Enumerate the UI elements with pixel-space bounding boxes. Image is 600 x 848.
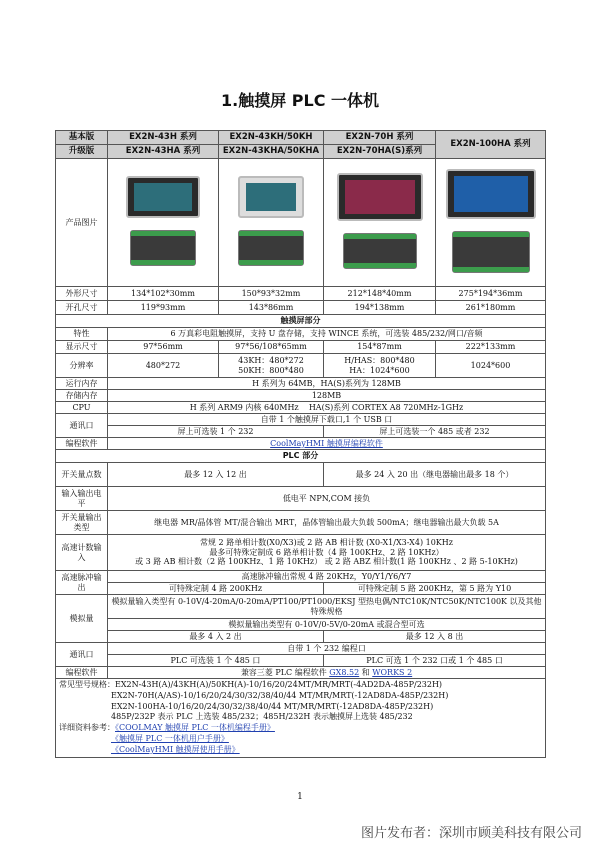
io-label: 开关量点数 [56,463,108,487]
cut-size-c1: 119*93mm [108,301,219,315]
col2-basic: EX2N-43KH/50KH [219,131,324,145]
hmi-front-image [337,173,423,221]
res-c2: 43KH：480*272 50KH：800*480 [219,354,324,378]
in-label: 输入输出电平 [56,487,108,511]
hsc-value: 常规 2 路单相计数(X0/X3)或 2 路 AB 相计数 (X0-X1/X3-X4) 10KHz 最多可特殊定制成 6 路单相计数（4 路 100KHz、2 路 10KHz） 或 3 路 AB 相计数（2 路 100KHz、1 路 10KHz） 或 2 路 ABZ 相计数(1 路 100KHz 、2 路 5-10KHz) [108,535,546,571]
spec-table [55,130,546,758]
ana-label: 模拟量 [56,595,108,643]
ana-in: 模拟量输入类型有 0-10V/4-20mA/0-20mA/PT100/PT1000/EKSJ 型热电偶/NTC10K/NTC50K/NTC100K 以及其他特殊规格 [108,595,546,619]
res-c3: H/HAS：800*480 HA：1024*600 [324,354,436,378]
model-note: 485P/232P 表示 PLC 上选装 485/232；485H/232H 表示触摸屏上选装 485/232 [111,712,413,722]
io-left: 最多 12 入 12 出 [108,463,324,487]
model-line: EX2N-100HA-10/16/20/24/30/32/38/40/44 MT/MR/MRT(-12AD8DA-485P/232H) [111,701,434,711]
psw-label: 编程软件 [56,667,108,679]
hsc-label: 高速计数输入 [56,535,108,571]
rom-value: 128MB [108,390,546,402]
photo-label: 产品图片 [56,159,108,287]
ram-label: 运行内存 [56,378,108,390]
outer-size-c4: 275*194*36mm [436,287,546,301]
pcomm-all: 自带 1 个 232 编程口 [108,643,546,655]
disp-c3: 154*87mm [324,341,436,354]
ref-label: 详细资料参考： [59,723,115,733]
hmi-back-image [238,230,304,266]
rom-label: 存储内存 [56,390,108,402]
psw-value: 兼容三菱 PLC 编程软件 GX8.52 和 WORKS 2 [108,667,546,679]
photo-col4 [436,159,546,287]
hmi-back-image [343,233,417,269]
section-plc: PLC 部分 [56,450,546,463]
comm-right: 屏上可选装一个 485 或者 232 [324,426,546,438]
sw-cell [108,438,546,450]
model-line: EX2N-43H(A)/43KH(A)/50KH(A)-10/16/20/24MT/MR/MRT(-4AD2DA-485P/232H) [115,680,443,689]
cut-size-c3: 194*138mm [324,301,436,315]
works-software-link[interactable]: WORKS 2 [372,667,413,677]
res-label: 分辨率 [56,354,108,378]
hsp-all: 高速脉冲输出常规 4 路 20KHz，Y0/Y1/Y6/Y7 [108,571,546,583]
col1-upgrade: EX2N-43HA 系列 [108,145,219,159]
cpu-label: CPU [56,402,108,414]
hsp-right: 可特殊定制 5 路 200KHz，第 5 路为 Y10 [324,583,546,595]
res-c1: 480*272 [108,354,219,378]
sw-label: 编程软件 [56,438,108,450]
hmi-front-image [446,169,536,219]
hmi-back-image [452,231,530,273]
photo-col1 [108,159,219,287]
hmi-software-link[interactable]: CoolMayHMI 触摸屏编程软件 [270,438,383,448]
page-title: 1.触摸屏 PLC 一体机 [220,91,380,110]
ref-hmi-manual-link[interactable]: 《CoolMayHMI 触摸屏使用手册》 [111,744,240,754]
models-label: 常见型号规格： [59,680,115,689]
photo-col3 [324,159,436,287]
hsp-left: 可特殊定制 4 路 200KHz [108,583,324,595]
disp-c4: 222*133mm [436,341,546,354]
out-label: 开关量输出类型 [56,511,108,535]
disp-c1: 97*56mm [108,341,219,354]
res-c4: 1024*600 [436,354,546,378]
disp-c2: 97*56/108*65mm [219,341,324,354]
outer-size-c3: 212*148*40mm [324,287,436,301]
cut-size-label: 开孔尺寸 [56,301,108,315]
comm-left: 屏上可选装 1 个 232 [108,426,324,438]
label-upgrade: 升级版 [56,145,108,159]
gx-software-link[interactable]: GX8.52 [329,667,360,677]
in-value: 低电平 NPN,COM 接负 [108,487,546,511]
io-right: 最多 24 入 20 出（继电器输出最多 18 个） [324,463,546,487]
pcomm-left: PLC 可选装 1 个 485 口 [108,655,324,667]
outer-size-c2: 150*93*32mm [219,287,324,301]
disp-label: 显示尺寸 [56,341,108,354]
cut-size-c4: 261*180mm [436,301,546,315]
out-value: 继电器 MR/晶体管 MT/混合输出 MRT，晶体管输出最大负载 500mA；继电器输出最大负载 5A [108,511,546,535]
hmi-front-image [126,176,200,218]
feature-value: 6 万真彩电阻触摸屏，支持 U 盘存储，支持 WINCE 系统，可选装 485/232/网口/音频 [108,328,546,341]
col4-series: EX2N-100HA 系列 [436,131,546,159]
section-touch: 触摸屏部分 [56,315,546,328]
label-basic: 基本版 [56,131,108,145]
hsp-label: 高速脉冲输出 [56,571,108,595]
ref-user-manual-link[interactable]: 《触摸屏 PLC 一体机用户手册》 [111,733,229,743]
col1-basic: EX2N-43H 系列 [108,131,219,145]
col3-upgrade: EX2N-70HA(S)系列 [324,145,436,159]
hmi-back-image [130,230,196,266]
ram-value: H 系列为 64MB，HA(S)系列为 128MB [108,378,546,390]
outer-size-label: 外形尺寸 [56,287,108,301]
cpu-value: H 系列 ARM9 内核 640MHz HA(S)系列 CORTEX A8 720MHz-1GHz [108,402,546,414]
ref-programming-manual-link[interactable]: 《COOLMAY 触摸屏 PLC 一体机编程手册》 [115,723,275,733]
cut-size-c2: 143*86mm [219,301,324,315]
notes-cell [56,679,546,758]
photo-col2 [219,159,324,287]
hmi-front-image [238,176,304,218]
feature-label: 特性 [56,328,108,341]
ana-left: 最多 4 入 2 出 [108,631,324,643]
ana-right: 最多 12 入 8 出 [324,631,546,643]
comm-label: 通讯口 [56,414,108,438]
publisher-footer: 图片发布者：深圳市顾美科技有限公司 [360,826,582,841]
pcomm-right: PLC 可选 1 个 232 口或 1 个 485 口 [324,655,546,667]
pcomm-label: 通讯口 [56,643,108,667]
col3-basic: EX2N-70H 系列 [324,131,436,145]
col2-upgrade: EX2N-43KHA/50KHA [219,145,324,159]
comm-all: 自带 1 个触摸屏下载口,1 个 USB 口 [108,414,546,426]
ana-out: 模拟量输出类型有 0-10V/0-5V/0-20mA 或混合型可选 [108,619,546,631]
page-number: 1 [297,792,303,802]
model-line: EX2N-70H(A/AS)-10/16/20/24/30/32/38/40/44 MT/MR/MRT(-12AD8DA-485P/232H) [111,690,449,700]
outer-size-c1: 134*102*30mm [108,287,219,301]
